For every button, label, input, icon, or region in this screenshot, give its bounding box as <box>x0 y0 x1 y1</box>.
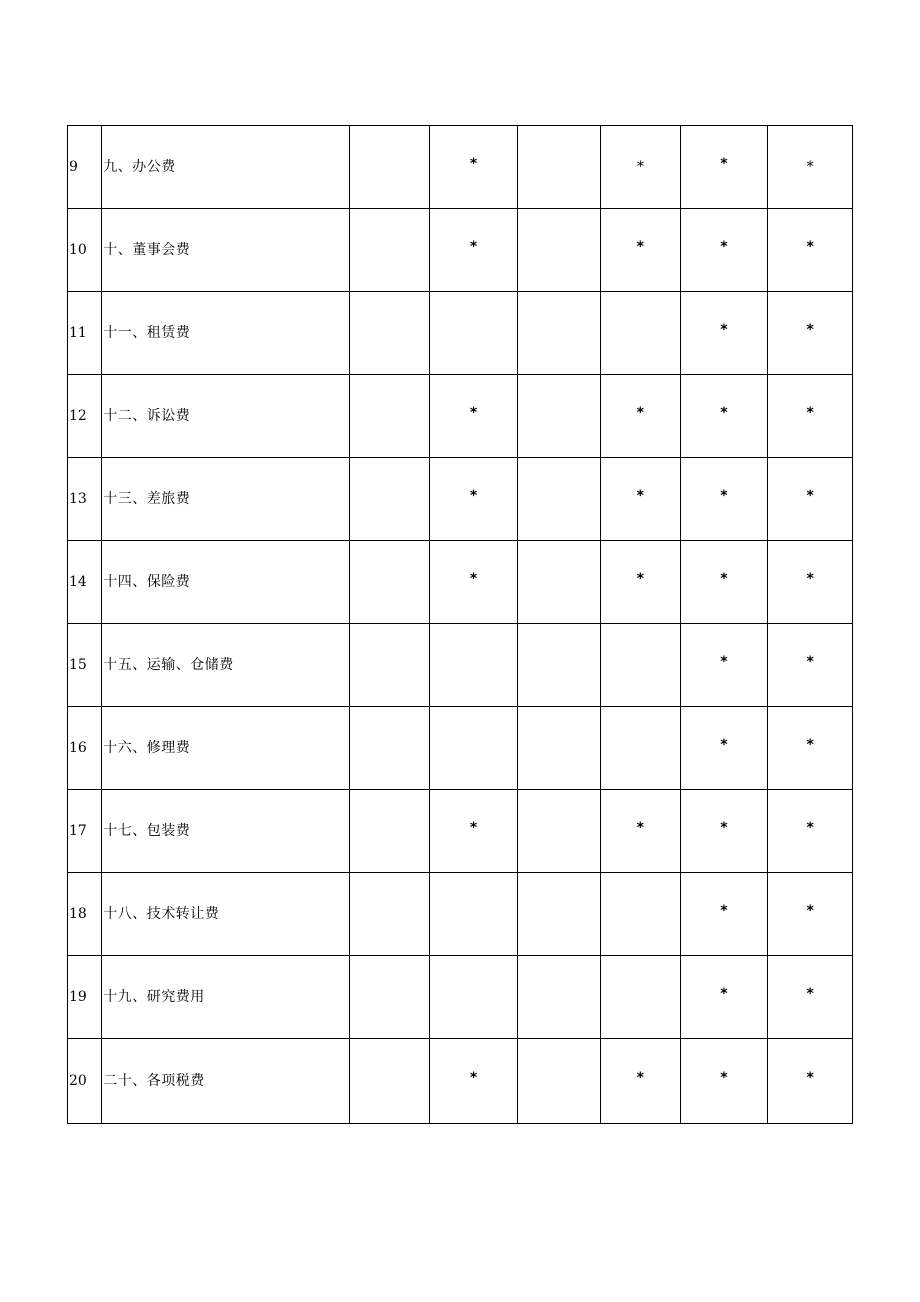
mark-cell-col-5 <box>680 624 768 707</box>
asterisk-mark: * <box>806 488 814 504</box>
mark-cell-col-6 <box>768 458 853 541</box>
mark-cell-col-2 <box>429 292 518 375</box>
mark-cell-col-1 <box>350 790 430 873</box>
asterisk-mark: * <box>469 1070 478 1086</box>
mark-cell-col-4 <box>601 458 681 541</box>
table-row <box>68 707 853 790</box>
mark-cell-col-4 <box>601 126 681 209</box>
mark-cell-col-1 <box>350 209 430 292</box>
mark-cell-col-1 <box>350 624 430 707</box>
row-number: 15 <box>68 624 102 707</box>
mark-cell-col-2 <box>429 956 518 1039</box>
mark-cell-col-4 <box>601 707 681 790</box>
mark-cell-col-3 <box>518 790 601 873</box>
asterisk-mark: * <box>636 159 644 175</box>
mark-cell-col-1 <box>350 1039 430 1124</box>
mark-cell-col-1 <box>350 956 430 1039</box>
asterisk-mark: * <box>806 737 814 753</box>
mark-cell-col-3 <box>518 292 601 375</box>
mark-cell-col-4 <box>601 624 681 707</box>
mark-cell-col-5 <box>680 873 768 956</box>
mark-cell-col-3 <box>518 458 601 541</box>
table-row <box>68 1039 853 1124</box>
row-number: 10 <box>68 209 102 292</box>
mark-cell-col-3 <box>518 707 601 790</box>
mark-cell-col-5 <box>680 458 768 541</box>
expense-item-name: 十九、研究费用 <box>102 956 350 1039</box>
mark-cell-col-6 <box>768 624 853 707</box>
table-row <box>68 126 853 209</box>
table-row <box>68 790 853 873</box>
mark-cell-col-2 <box>429 1039 518 1124</box>
expense-table <box>67 125 853 1124</box>
row-number: 18 <box>68 873 102 956</box>
expense-item-name: 十六、修理费 <box>102 707 350 790</box>
mark-cell-col-3 <box>518 375 601 458</box>
mark-cell-col-3 <box>518 126 601 209</box>
row-number: 20 <box>68 1039 102 1124</box>
mark-cell-col-1 <box>350 126 430 209</box>
mark-cell-col-2 <box>429 458 518 541</box>
asterisk-mark: * <box>806 820 814 836</box>
mark-cell-col-6 <box>768 1039 853 1124</box>
asterisk-mark: * <box>806 903 814 919</box>
asterisk-mark: * <box>806 1070 814 1086</box>
asterisk-mark: * <box>720 737 728 753</box>
asterisk-mark: * <box>636 405 644 421</box>
row-number: 13 <box>68 458 102 541</box>
expense-item-name: 二十、各项税费 <box>102 1039 350 1124</box>
asterisk-mark: * <box>806 322 814 338</box>
mark-cell-col-6 <box>768 126 853 209</box>
asterisk-mark: * <box>636 571 644 587</box>
mark-cell-col-5 <box>680 126 768 209</box>
asterisk-mark: * <box>720 405 728 421</box>
row-number: 19 <box>68 956 102 1039</box>
row-number: 9 <box>68 126 102 209</box>
mark-cell-col-6 <box>768 707 853 790</box>
asterisk-mark: * <box>720 654 728 670</box>
mark-cell-col-1 <box>350 541 430 624</box>
asterisk-mark: * <box>720 322 728 338</box>
table-row <box>68 292 853 375</box>
mark-cell-col-4 <box>601 541 681 624</box>
asterisk-mark: * <box>806 239 814 255</box>
mark-cell-col-6 <box>768 790 853 873</box>
mark-cell-col-6 <box>768 956 853 1039</box>
asterisk-mark: * <box>806 654 814 670</box>
table-row <box>68 209 853 292</box>
mark-cell-col-4 <box>601 1039 681 1124</box>
expense-item-name: 十七、包装费 <box>102 790 350 873</box>
mark-cell-col-5 <box>680 956 768 1039</box>
row-number: 14 <box>68 541 102 624</box>
asterisk-mark: * <box>636 1070 644 1086</box>
mark-cell-col-5 <box>680 541 768 624</box>
mark-cell-col-6 <box>768 375 853 458</box>
table-row <box>68 458 853 541</box>
mark-cell-col-5 <box>680 1039 768 1124</box>
asterisk-mark: * <box>469 239 478 255</box>
row-number: 11 <box>68 292 102 375</box>
expense-item-name: 十五、运输、仓储费 <box>102 624 350 707</box>
expense-item-name: 十三、差旅费 <box>102 458 350 541</box>
asterisk-mark: * <box>720 820 728 836</box>
asterisk-mark: * <box>720 986 728 1002</box>
mark-cell-col-2 <box>429 624 518 707</box>
asterisk-mark: * <box>469 405 478 421</box>
mark-cell-col-1 <box>350 458 430 541</box>
mark-cell-col-4 <box>601 790 681 873</box>
mark-cell-col-2 <box>429 375 518 458</box>
asterisk-mark: * <box>806 405 814 421</box>
asterisk-mark: * <box>720 239 728 255</box>
row-number: 17 <box>68 790 102 873</box>
mark-cell-col-4 <box>601 292 681 375</box>
mark-cell-col-2 <box>429 790 518 873</box>
table-row <box>68 624 853 707</box>
table-row <box>68 956 853 1039</box>
mark-cell-col-4 <box>601 873 681 956</box>
mark-cell-col-1 <box>350 375 430 458</box>
mark-cell-col-1 <box>350 292 430 375</box>
mark-cell-col-2 <box>429 873 518 956</box>
expense-item-name: 十、董事会费 <box>102 209 350 292</box>
mark-cell-col-2 <box>429 707 518 790</box>
mark-cell-col-4 <box>601 956 681 1039</box>
row-number: 12 <box>68 375 102 458</box>
asterisk-mark: * <box>806 159 814 175</box>
asterisk-mark: * <box>469 820 478 836</box>
mark-cell-col-6 <box>768 541 853 624</box>
expense-item-name: 九、办公费 <box>102 126 350 209</box>
mark-cell-col-3 <box>518 209 601 292</box>
mark-cell-col-1 <box>350 707 430 790</box>
mark-cell-col-6 <box>768 209 853 292</box>
mark-cell-col-3 <box>518 541 601 624</box>
asterisk-mark: * <box>806 986 814 1002</box>
table-body <box>68 126 853 1124</box>
mark-cell-col-3 <box>518 873 601 956</box>
mark-cell-col-6 <box>768 292 853 375</box>
mark-cell-col-5 <box>680 209 768 292</box>
expense-item-name: 十一、租赁费 <box>102 292 350 375</box>
asterisk-mark: * <box>469 488 478 504</box>
mark-cell-col-2 <box>429 541 518 624</box>
mark-cell-col-1 <box>350 873 430 956</box>
table-row <box>68 873 853 956</box>
mark-cell-col-5 <box>680 292 768 375</box>
row-number: 16 <box>68 707 102 790</box>
mark-cell-col-2 <box>429 126 518 209</box>
asterisk-mark: * <box>720 571 728 587</box>
asterisk-mark: * <box>469 571 478 587</box>
mark-cell-col-2 <box>429 209 518 292</box>
mark-cell-col-5 <box>680 707 768 790</box>
asterisk-mark: * <box>720 1070 728 1086</box>
mark-cell-col-5 <box>680 790 768 873</box>
asterisk-mark: * <box>720 488 728 504</box>
expense-item-name: 十八、技术转让费 <box>102 873 350 956</box>
expense-item-name: 十二、诉讼费 <box>102 375 350 458</box>
mark-cell-col-5 <box>680 375 768 458</box>
mark-cell-col-3 <box>518 1039 601 1124</box>
asterisk-mark: * <box>720 156 728 172</box>
mark-cell-col-6 <box>768 873 853 956</box>
expense-item-name: 十四、保险费 <box>102 541 350 624</box>
mark-cell-col-3 <box>518 956 601 1039</box>
mark-cell-col-4 <box>601 375 681 458</box>
asterisk-mark: * <box>636 488 644 504</box>
mark-cell-col-4 <box>601 209 681 292</box>
table-row <box>68 375 853 458</box>
asterisk-mark: * <box>806 571 814 587</box>
asterisk-mark: * <box>720 903 728 919</box>
asterisk-mark: * <box>636 239 644 255</box>
asterisk-mark: * <box>469 156 478 172</box>
table-row <box>68 541 853 624</box>
mark-cell-col-3 <box>518 624 601 707</box>
asterisk-mark: * <box>636 820 644 836</box>
